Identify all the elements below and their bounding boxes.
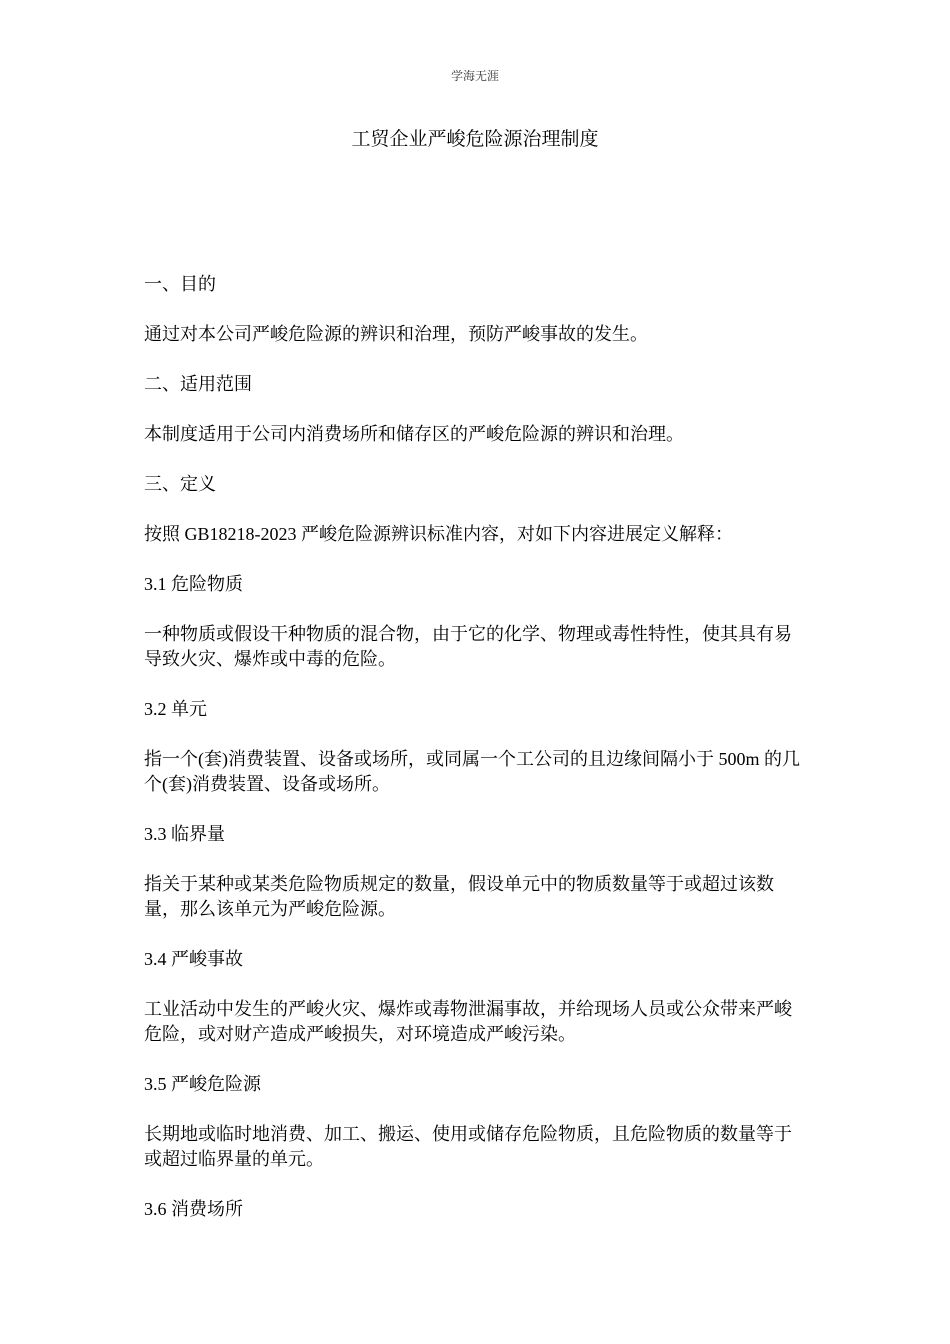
subheading-3-2: 3.2 单元 <box>144 699 207 719</box>
subheading-3-6: 3.6 消费场所 <box>144 1199 243 1219</box>
subheading-3-4: 3.4 严峻事故 <box>144 949 243 969</box>
section-heading-purpose: 一、目的 <box>144 274 216 294</box>
subheading-3-3: 3.3 临界量 <box>144 824 225 844</box>
section-heading-definitions: 三、定义 <box>144 474 216 494</box>
paragraph-scope: 本制度适用于公司内消费场所和储存区的严峻危险源的辨识和治理。 <box>144 424 684 444</box>
paragraph-purpose: 通过对本公司严峻危险源的辨识和治理，预防严峻事故的发生。 <box>144 324 648 344</box>
paragraph-3-4: 工业活动中发生的严峻火灾、爆炸或毒物泄漏事故，并给现场人员或公众带来严峻危险，或对财产造成严峻损失，对环境造成严峻污染。 <box>144 999 792 1044</box>
section-heading-scope: 二、适用范围 <box>144 374 252 394</box>
paragraph-3-3: 指关于某种或某类危险物质规定的数量，假设单元中的物质数量等于或超过该数量，那么该单元为严峻危险源。 <box>144 874 774 919</box>
subheading-3-5: 3.5 严峻危险源 <box>144 1074 261 1094</box>
paragraph-definitions-intro: 按照 GB18218-2023 严峻危险源辨识标准内容，对如下内容进展定义解释： <box>144 524 733 544</box>
document-title: 工贸企业严峻危险源治理制度 <box>351 129 599 150</box>
paragraph-3-1: 一种物质或假设干种物质的混合物，由于它的化学、物理或毒性特性，使其具有易导致火灾、爆炸或中毒的危险。 <box>144 624 792 669</box>
document-body <box>144 272 804 1247</box>
subheading-3-1: 3.1 危险物质 <box>144 574 243 594</box>
paragraph-3-2: 指一个(套)消费装置、设备或场所，或同属一个工公司的且边缘间隔小于 500m 的几个(套)消费装置、设备或场所。 <box>144 749 800 794</box>
paragraph-3-5: 长期地或临时地消费、加工、搬运、使用或储存危险物质，且危险物质的数量等于或超过临界量的单元。 <box>144 1124 792 1169</box>
header-note: 学海无涯 <box>450 69 499 83</box>
